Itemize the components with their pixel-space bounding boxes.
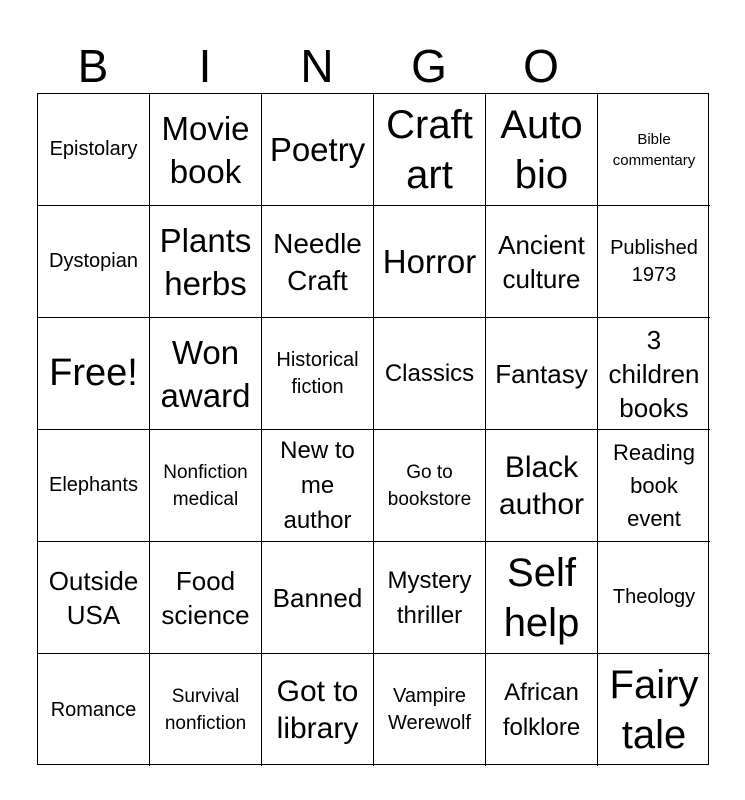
header-letter-n: N bbox=[300, 40, 334, 92]
cell-label: Won award bbox=[160, 333, 251, 414]
cell-label: Theology bbox=[612, 586, 696, 608]
cell-label: Banned bbox=[272, 582, 363, 613]
cell-label: Plants herbs bbox=[159, 221, 252, 302]
bingo-cell[interactable] bbox=[262, 318, 374, 430]
cell-label: Fairy tale bbox=[609, 663, 699, 757]
cell-label: Vampire Werewolf bbox=[388, 685, 471, 734]
cell-label: Published 1973 bbox=[610, 236, 698, 286]
bingo-cell[interactable] bbox=[598, 318, 710, 430]
bingo-cell[interactable] bbox=[374, 542, 486, 654]
bingo-cell[interactable] bbox=[598, 654, 710, 766]
bingo-cell[interactable] bbox=[150, 654, 262, 766]
bingo-cell[interactable] bbox=[262, 94, 374, 206]
cell-label: Dystopian bbox=[49, 250, 138, 272]
header-letter-i: I bbox=[198, 40, 212, 92]
bingo-cell[interactable] bbox=[150, 318, 262, 430]
bingo-board bbox=[37, 93, 709, 765]
cell-label: Outside USA bbox=[48, 565, 139, 630]
header-letter-b: B bbox=[77, 40, 109, 92]
bingo-cell[interactable] bbox=[38, 318, 150, 430]
bingo-cell[interactable] bbox=[374, 430, 486, 542]
bingo-cell[interactable] bbox=[598, 542, 710, 654]
cell-label: Self help bbox=[503, 550, 580, 645]
cell-label: African folklore bbox=[502, 679, 581, 741]
cell-label: Horror bbox=[382, 243, 477, 280]
cell-label: Got to library bbox=[276, 675, 359, 745]
bingo-cell[interactable] bbox=[150, 542, 262, 654]
bingo-cell[interactable] bbox=[262, 654, 374, 766]
cell-label: Poetry bbox=[269, 131, 366, 168]
bingo-cell[interactable] bbox=[150, 206, 262, 318]
bingo-cell[interactable] bbox=[262, 542, 374, 654]
cell-label: Black author bbox=[498, 450, 585, 521]
cell-label: Craft art bbox=[386, 102, 473, 197]
cell-label: New to me author bbox=[280, 437, 355, 534]
cell-label: Needle Craft bbox=[273, 227, 362, 296]
bingo-cell[interactable] bbox=[486, 430, 598, 542]
bingo-cell[interactable] bbox=[150, 430, 262, 542]
bingo-cell[interactable] bbox=[486, 318, 598, 430]
bingo-cell[interactable] bbox=[38, 542, 150, 654]
bingo-cell[interactable] bbox=[598, 430, 710, 542]
cell-label: Auto bio bbox=[500, 102, 583, 197]
cell-label: Movie book bbox=[161, 109, 250, 190]
bingo-cell[interactable] bbox=[38, 206, 150, 318]
cell-label: Reading book event bbox=[613, 440, 695, 531]
bingo-cell[interactable] bbox=[150, 94, 262, 206]
cell-label: Nonfiction medical bbox=[163, 461, 248, 510]
bingo-cell[interactable] bbox=[486, 654, 598, 766]
cell-label: Fantasy bbox=[495, 358, 588, 389]
header-letter-g: G bbox=[411, 40, 447, 92]
cell-label: Bible commentary bbox=[612, 130, 696, 169]
bingo-cell[interactable] bbox=[486, 94, 598, 206]
bingo-cell[interactable] bbox=[598, 206, 710, 318]
bingo-cell[interactable] bbox=[486, 542, 598, 654]
cell-label: 3 children books bbox=[608, 324, 700, 423]
bingo-cell[interactable] bbox=[374, 94, 486, 206]
bingo-cell[interactable] bbox=[38, 94, 150, 206]
cell-label: Elephants bbox=[49, 474, 138, 496]
cell-label: Survival nonfiction bbox=[164, 686, 247, 734]
cell-label: Free! bbox=[49, 352, 138, 394]
bingo-header bbox=[37, 38, 709, 94]
bingo-cell[interactable] bbox=[38, 654, 150, 766]
cell-label: Mystery thriller bbox=[387, 566, 472, 629]
cell-label: Romance bbox=[50, 698, 137, 721]
cell-label: Food science bbox=[161, 565, 250, 630]
bingo-cell[interactable] bbox=[374, 206, 486, 318]
bingo-cell[interactable] bbox=[374, 654, 486, 766]
bingo-cell[interactable] bbox=[262, 430, 374, 542]
bingo-cell[interactable] bbox=[486, 206, 598, 318]
cell-label: Ancient culture bbox=[498, 229, 585, 294]
bingo-cell[interactable] bbox=[374, 318, 486, 430]
cell-label: Go to bookstore bbox=[387, 461, 472, 510]
bingo-cell[interactable] bbox=[38, 430, 150, 542]
cell-label: Epistolary bbox=[49, 138, 138, 160]
header-letter-o: O bbox=[523, 40, 559, 92]
bingo-cell[interactable] bbox=[598, 94, 710, 206]
cell-label: Historical fiction bbox=[276, 348, 359, 398]
bingo-cell[interactable] bbox=[262, 206, 374, 318]
cell-label: Classics bbox=[384, 360, 475, 387]
